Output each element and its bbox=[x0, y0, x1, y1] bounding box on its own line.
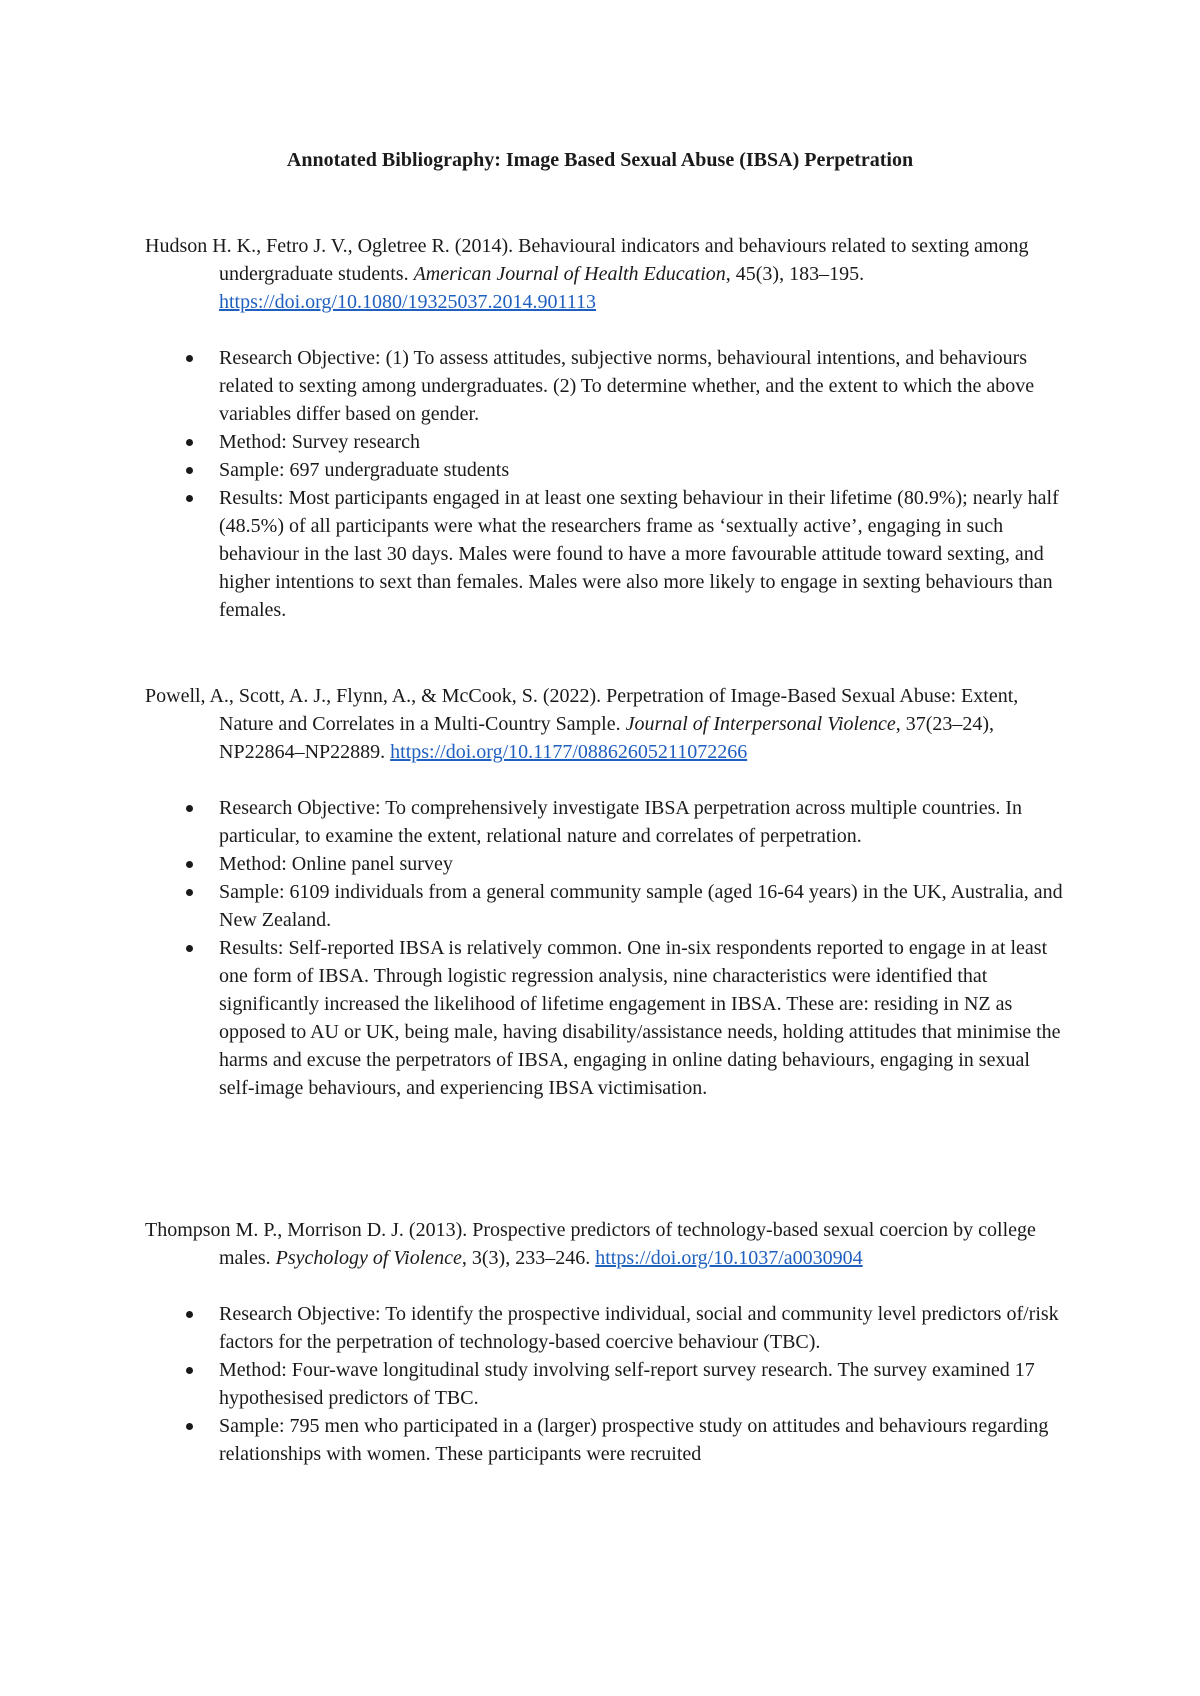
citation-volume-pages: , 45(3), 183–195. bbox=[725, 263, 865, 285]
citation-authors-title: Powell, A., Scott, A. J., Flynn, A., & McCook, S. (2022). Perpetration of Image-Based Sexual Abuse: Extent, Nature and Correlates in a Multi-Country Sample. bbox=[145, 685, 1019, 735]
note-text: Method: Four-wave longitudinal study involving self-report survey research. The survey examined 17 hypothesised predictors of TBC. bbox=[219, 1359, 1035, 1409]
bullet-icon bbox=[186, 495, 193, 502]
bullet-icon bbox=[186, 1423, 193, 1430]
citation-authors-title: Hudson H. K., Fetro J. V., Ogletree R. (2014). Behavioural indicators and behaviours related to sexting among undergraduate students. bbox=[145, 235, 1029, 285]
list-item bbox=[145, 344, 1065, 428]
doi-link[interactable]: https://doi.org/10.1177/08862605211072266 bbox=[390, 741, 748, 763]
note-text: Research Objective: To comprehensively investigate IBSA perpetration across multiple countries. In particular, to examine the extent, relational nature and correlates of perpetration. bbox=[219, 797, 1023, 847]
citation-volume-pages: , 3(3), 233–246. bbox=[461, 1247, 596, 1269]
list-item bbox=[145, 934, 1065, 1102]
list-item bbox=[145, 878, 1065, 934]
note-text: Research Objective: (1) To assess attitudes, subjective norms, behavioural intentions, and behaviours related to sexting among undergraduates. (2) To determine whether, and the extent to which the above variables differ based on gender. bbox=[219, 347, 1035, 425]
annotation-list bbox=[145, 794, 1065, 1102]
note-text: Sample: 795 men who participated in a (larger) prospective study on attitudes and behaviours regarding relationships with women. These participants were recruited bbox=[219, 1415, 1049, 1465]
document-title: Annotated Bibliography: Image Based Sexual Abuse (IBSA) Perpetration bbox=[286, 149, 914, 171]
annotation-list bbox=[145, 1300, 1065, 1468]
note-text: Research Objective: To identify the prospective individual, social and community level predictors of/risk factors for the perpetration of technology-based coercive behaviour (TBC). bbox=[219, 1303, 1059, 1353]
bullet-icon bbox=[186, 439, 193, 446]
bullet-icon bbox=[186, 889, 193, 896]
bibliography-entry bbox=[145, 682, 1065, 1102]
list-item bbox=[145, 456, 1065, 484]
note-text: Method: Survey research bbox=[219, 431, 421, 453]
bullet-icon bbox=[186, 467, 193, 474]
note-text: Sample: 6109 individuals from a general community sample (aged 16-64 years) in the UK, Australia, and New Zealand. bbox=[219, 881, 1063, 931]
list-item bbox=[145, 1356, 1065, 1412]
note-text: Sample: 697 undergraduate students bbox=[219, 459, 510, 481]
journal-name: Journal of Interpersonal Violence bbox=[625, 713, 896, 735]
bibliography-entry bbox=[145, 1216, 1065, 1468]
journal-name: American Journal of Health Education bbox=[413, 263, 726, 285]
bullet-icon bbox=[186, 945, 193, 952]
note-text: Method: Online panel survey bbox=[219, 853, 453, 875]
note-text: Results: Self-reported IBSA is relatively common. One in-six respondents reported to engage in at least one form of IBSA. Through logistic regression analysis, nine characteristics were identified that significantly increased the likelihood of lifetime engagement in IBSA. These are: residing in NZ as opposed to AU or UK, being male, having disability/assistance needs, holding attitudes that minimise the harms and excuse the perpetrators of IBSA, engaging in online dating behaviours, engaging in sexual self-image behaviours, and experiencing IBSA victimisation. bbox=[219, 937, 1061, 1099]
list-item bbox=[145, 484, 1065, 624]
citation bbox=[145, 232, 1065, 316]
citation-authors-title: Thompson M. P., Morrison D. J. (2013). Prospective predictors of technology-based sexual coercion by college males. bbox=[145, 1219, 1036, 1269]
journal-name: Psychology of Violence bbox=[275, 1247, 462, 1269]
bibliography-entry bbox=[145, 232, 1065, 624]
list-item bbox=[145, 428, 1065, 456]
bullet-icon bbox=[186, 355, 193, 362]
list-item bbox=[145, 850, 1065, 878]
bullet-icon bbox=[186, 1311, 193, 1318]
citation bbox=[145, 682, 1065, 766]
list-item bbox=[145, 1300, 1065, 1356]
note-text: Results: Most participants engaged in at least one sexting behaviour in their lifetime (80.9%); nearly half (48.5%) of all participants were what the researchers frame as ‘sextually active’, engaging in such behaviour in the last 30 days. Males were found to have a more favourable attitude toward sexting, and higher intentions to sext than females. Males were also more likely to engage in sexting behaviours than females. bbox=[219, 487, 1059, 621]
citation-volume-pages: , 37(23–24), NP22864–NP22889. bbox=[219, 713, 995, 763]
list-item bbox=[145, 794, 1065, 850]
doi-link[interactable]: https://doi.org/10.1037/a0030904 bbox=[595, 1247, 863, 1269]
list-item bbox=[145, 1412, 1065, 1468]
bullet-icon bbox=[186, 1367, 193, 1374]
bullet-icon bbox=[186, 805, 193, 812]
citation bbox=[145, 1216, 1065, 1272]
bullet-icon bbox=[186, 861, 193, 868]
doi-link[interactable]: https://doi.org/10.1080/19325037.2014.901113 bbox=[219, 291, 597, 313]
annotation-list bbox=[145, 344, 1065, 624]
